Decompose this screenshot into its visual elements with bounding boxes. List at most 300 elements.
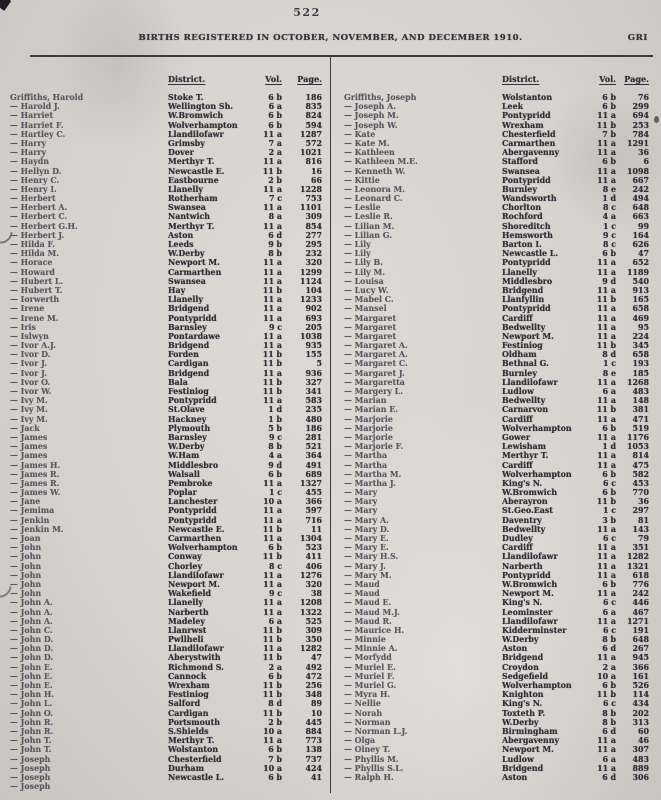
- entry-vol: 6 b: [602, 423, 616, 433]
- entry-district: W.Derby: [502, 717, 539, 727]
- entry-name: — John A.: [10, 598, 53, 608]
- entry-name: — John E.: [10, 671, 53, 681]
- table-row: [344, 93, 649, 102]
- entry-name: — Herbert G.H.: [10, 221, 78, 231]
- entry-district: Forden: [168, 350, 199, 360]
- entry-page: 320: [305, 258, 322, 268]
- table-row: [344, 589, 649, 598]
- entry-name: — Hartley C.: [10, 129, 66, 139]
- entry-name: — John R.: [10, 726, 54, 736]
- entry-district: Festiniog: [168, 690, 209, 700]
- entry-name: — Hilda M.: [10, 249, 59, 259]
- entry-page: 341: [305, 387, 322, 396]
- entry-vol: 6 b: [268, 93, 282, 102]
- entry-name: — Margaret: [344, 313, 397, 323]
- entry-name: — Phyllis M.: [344, 754, 399, 764]
- entry-vol: 6 b: [602, 102, 616, 112]
- entry-page: 155: [305, 350, 322, 360]
- table-row: [344, 479, 649, 488]
- scan-speck-artifact: [654, 116, 659, 123]
- entry-vol: 11 a: [597, 111, 616, 121]
- entry-district: Rotherham: [168, 194, 218, 204]
- entry-vol: 11 b: [262, 350, 282, 360]
- entry-name: — Henry C.: [10, 175, 60, 185]
- entry-district: Abergavenny: [502, 148, 560, 158]
- table-row: [10, 653, 322, 662]
- table-row: [344, 470, 649, 479]
- entry-district: Nantwich: [168, 212, 211, 222]
- entry-name: — John H.: [10, 690, 55, 700]
- table-row: [344, 277, 649, 286]
- entry-district: Leeds: [168, 240, 194, 249]
- table-row: [10, 231, 322, 240]
- header-district: District.: [168, 74, 206, 84]
- entry-vol: 7 b: [268, 754, 282, 764]
- entry-district: Wrexham: [168, 681, 210, 690]
- table-row: [10, 176, 322, 185]
- entry-district: Swansea: [168, 203, 206, 213]
- entry-vol: 11 a: [597, 285, 616, 295]
- entry-name: — James H.: [10, 460, 61, 470]
- entry-page: 1304: [300, 534, 322, 543]
- table-row: [10, 194, 322, 203]
- table-row: [10, 212, 322, 221]
- table-row: [344, 764, 649, 773]
- entry-district: Cardiff: [502, 313, 533, 323]
- entry-name: — Muriel F.: [344, 671, 395, 681]
- entry-vol: 8 b: [268, 249, 282, 259]
- page-number: 522: [293, 6, 321, 19]
- entry-name: — Norman: [344, 717, 391, 727]
- table-row: [344, 562, 649, 571]
- table-row: [10, 635, 322, 644]
- entry-page: 1282: [627, 552, 649, 562]
- table-row: [10, 350, 322, 359]
- entry-district: St.Olave: [168, 405, 205, 415]
- entry-district: Chorley: [168, 561, 203, 571]
- entry-page: 366: [305, 497, 322, 507]
- table-row: [10, 433, 322, 442]
- entry-district: Bridgend: [502, 653, 544, 663]
- entry-page: 138: [305, 745, 322, 755]
- entry-district: Ludlow: [502, 754, 534, 764]
- entry-page: 572: [305, 138, 322, 148]
- entry-name: — Herbert: [10, 194, 56, 204]
- entry-name: — John R.: [10, 717, 54, 727]
- table-row: [10, 148, 322, 157]
- entry-vol: 11 a: [263, 267, 282, 277]
- entry-name: — Maurice H.: [344, 625, 405, 635]
- entry-name: — Maud E.: [344, 598, 392, 608]
- table-row: [344, 442, 649, 451]
- table-row: [344, 130, 649, 139]
- entry-name: — Hubert T.: [10, 285, 63, 295]
- entry-page: 104: [305, 285, 322, 295]
- entry-vol: 11 a: [597, 322, 616, 332]
- entry-district: Pontypridd: [168, 515, 217, 525]
- entry-page: 693: [305, 313, 322, 323]
- entry-vol: 10 a: [263, 763, 282, 773]
- entry-page: [282, 782, 322, 791]
- entry-page: 480: [305, 414, 322, 424]
- entries-column-left: [10, 93, 322, 791]
- entry-name: — Leslie R.: [344, 212, 393, 222]
- entry-page: 1124: [300, 276, 322, 286]
- entry-page: 626: [632, 240, 649, 249]
- entry-vol: 11 b: [262, 625, 282, 635]
- entry-name: — Joseph W.: [344, 120, 398, 130]
- entry-vol: 1 c: [602, 359, 616, 369]
- entry-district: Aberystwith: [168, 653, 221, 663]
- entry-name: — Leslie: [344, 203, 381, 213]
- entry-page: 185: [632, 368, 649, 378]
- entry-vol: 11 a: [597, 570, 616, 580]
- entry-district: Cardiff: [502, 414, 533, 424]
- entry-page: 1276: [300, 570, 322, 580]
- entry-vol: 11 a: [597, 304, 616, 314]
- entry-vol: 8 e: [602, 184, 616, 194]
- entry-vol: 7 b: [602, 129, 616, 139]
- entry-district: Rochford: [502, 212, 543, 222]
- entry-page: 540: [632, 276, 649, 286]
- entry-page: 5: [316, 359, 322, 369]
- entry-district: Newport M.: [168, 579, 220, 589]
- table-row: [10, 525, 322, 534]
- entry-page: 41: [311, 772, 322, 782]
- entry-name: — Phyllis S.L.: [344, 763, 404, 773]
- entry-page: 348: [305, 690, 322, 700]
- entry-vol: 10 a: [263, 497, 282, 507]
- table-row: [344, 516, 649, 525]
- table-row: [344, 194, 649, 203]
- entry-vol: 11 a: [597, 653, 616, 663]
- entry-district: Kidderminster: [502, 625, 567, 635]
- entry-page: 884: [305, 726, 322, 736]
- entry-name: — John E.: [10, 681, 53, 690]
- entry-vol: 11 a: [263, 478, 282, 488]
- entry-vol: 8 b: [268, 442, 282, 452]
- table-row: [344, 157, 649, 166]
- table-row: [344, 433, 649, 442]
- table-row: [344, 736, 649, 745]
- table-row: [344, 268, 649, 277]
- table-row: [10, 580, 322, 589]
- entry-vol: 2 a: [268, 662, 282, 672]
- entry-district: Bridgend: [168, 368, 210, 378]
- entry-page: 267: [632, 644, 649, 654]
- entry-page: 406: [305, 561, 322, 571]
- table-row: [344, 378, 649, 387]
- entry-name: — Norah: [344, 708, 383, 718]
- entry-district: Bedwellty: [502, 524, 546, 534]
- entry-name: — Hilda F.: [10, 240, 56, 249]
- entry-district: Llandilofawr: [502, 377, 558, 387]
- entry-vol: 1 c: [268, 488, 282, 498]
- entry-vol: 11 a: [263, 570, 282, 580]
- table-row: [344, 231, 649, 240]
- entry-page: 770: [632, 488, 649, 498]
- entry-page: 186: [305, 93, 322, 102]
- entry-page: 483: [632, 387, 649, 396]
- entry-page: 1291: [627, 138, 649, 148]
- entry-district: Knighton: [502, 690, 544, 700]
- entry-page: 652: [632, 258, 649, 268]
- table-row: [344, 451, 649, 460]
- table-row: [10, 488, 322, 497]
- entry-name: — Ivor D.: [10, 350, 51, 360]
- entry-name: — John T.: [10, 736, 52, 746]
- table-row: [10, 240, 322, 249]
- entry-vol: 11 a: [263, 313, 282, 323]
- entry-district: King's N.: [502, 478, 543, 488]
- entry-vol: 2 b: [268, 175, 282, 185]
- entry-page: 936: [305, 368, 322, 378]
- table-row: [10, 258, 322, 267]
- entry-district: Pontypridd: [168, 506, 217, 516]
- table-row: [344, 249, 649, 258]
- entry-page: 1282: [300, 644, 322, 654]
- entry-name: — Margaret: [344, 322, 397, 332]
- table-row: [344, 176, 649, 185]
- entry-page: 902: [305, 304, 322, 314]
- entry-page: 1321: [627, 561, 649, 571]
- table-row: [344, 525, 649, 534]
- entry-district: Plymouth: [168, 423, 211, 433]
- entry-district: Pontypridd: [502, 111, 551, 121]
- entry-vol: 11 b: [262, 653, 282, 663]
- entry-district: Llanelly: [168, 184, 203, 194]
- entry-district: Bedwellty: [502, 396, 546, 406]
- entry-name: — Mary M.: [344, 570, 392, 580]
- entry-vol: 11 a: [597, 166, 616, 176]
- entry-district: Newport M.: [502, 745, 554, 755]
- entry-name: — James: [10, 432, 48, 442]
- entry-vol: 7 c: [268, 194, 282, 204]
- entry-vol: 11 a: [597, 616, 616, 626]
- entry-name: — Mary H.S.: [344, 552, 399, 562]
- entry-vol: 11 a: [597, 552, 616, 562]
- entry-district: Chesterfield: [168, 754, 222, 764]
- header-rule: [30, 55, 653, 57]
- table-row: [344, 709, 649, 718]
- entry-vol: 8 e: [602, 368, 616, 378]
- entry-vol: 11 a: [263, 607, 282, 617]
- table-row: [344, 552, 649, 561]
- entry-district: Dover: [168, 148, 194, 158]
- entry-page: 6: [643, 157, 649, 167]
- entry-district: W.Ham: [168, 451, 200, 461]
- entry-page: 16: [311, 166, 322, 176]
- entry-name: — James W.: [10, 488, 61, 498]
- entry-name: — Jenkin: [10, 515, 50, 525]
- entry-page: 716: [305, 515, 322, 525]
- header-vol: Vol.: [599, 74, 616, 84]
- entry-vol: 11 b: [262, 635, 282, 645]
- table-row: [10, 782, 322, 791]
- entry-page: 307: [632, 745, 649, 755]
- entry-district: [168, 782, 256, 791]
- entry-name: — Muriel E.: [344, 662, 396, 672]
- entry-district: Lewisham: [502, 442, 546, 452]
- entry-page: 594: [305, 120, 322, 130]
- entry-page: 424: [305, 763, 322, 773]
- entry-vol: 11 a: [597, 745, 616, 755]
- entry-district: Bala: [168, 377, 188, 387]
- column-divider: [330, 56, 331, 793]
- entry-district: Chorlton: [502, 203, 542, 213]
- table-row: [10, 727, 322, 736]
- table-row: [344, 222, 649, 231]
- entry-page: 471: [632, 414, 649, 424]
- table-row: [344, 323, 649, 332]
- entry-district: Narberth: [502, 561, 543, 571]
- entry-district: Narberth: [168, 607, 209, 617]
- entry-vol: 11 b: [262, 524, 282, 534]
- entry-vol: 8 c: [268, 561, 282, 571]
- table-row: [344, 424, 649, 433]
- table-row: [10, 405, 322, 414]
- table-row: [344, 139, 649, 148]
- entry-page: 235: [305, 405, 322, 415]
- header-vol: Vol.: [265, 74, 282, 84]
- entry-page: 526: [632, 681, 649, 690]
- table-row: [344, 663, 649, 672]
- entry-page: 186: [305, 423, 322, 433]
- table-row: [10, 672, 322, 681]
- entry-name: — Kate: [344, 129, 376, 139]
- entry-name: — Mary: [344, 488, 378, 498]
- entry-vol: 8 c: [602, 240, 616, 249]
- entry-district: Merthyr T.: [502, 451, 549, 461]
- entry-name: — Olney T.: [344, 745, 391, 755]
- entry-district: Merthyr T.: [168, 157, 215, 167]
- entry-vol: 11 a: [263, 506, 282, 516]
- entry-vol: 11 a: [263, 341, 282, 351]
- entry-name: — Harriet F.: [10, 120, 64, 130]
- entry-name: — Ivy M.: [10, 396, 48, 406]
- entry-name: — Islwyn: [10, 331, 49, 341]
- entry-page: 320: [305, 579, 322, 589]
- entry-vol: 11 a: [597, 313, 616, 323]
- table-row: [10, 121, 322, 130]
- entry-name: — Joseph M.: [344, 111, 399, 121]
- entry-district: Carmarthen: [502, 138, 556, 148]
- table-row: [10, 497, 322, 506]
- entry-page: 299: [632, 102, 649, 112]
- entry-page: 76: [638, 93, 649, 102]
- entry-vol: 11 a: [263, 129, 282, 139]
- entry-name: — Jenkin M.: [10, 524, 64, 534]
- entry-vol: 9 d: [602, 276, 616, 286]
- entry-vol: 9 c: [268, 432, 282, 442]
- entry-vol: 9 b: [268, 240, 282, 249]
- entry-name: — John: [10, 589, 42, 599]
- table-row: [344, 185, 649, 194]
- table-row: [10, 543, 322, 552]
- entry-district: Llandilofawr: [502, 552, 558, 562]
- entry-district: Llanelly: [168, 295, 203, 305]
- entry-name: Griffiths, Joseph: [344, 93, 417, 102]
- entry-page: 814: [632, 451, 649, 461]
- entry-name: — James: [10, 451, 48, 461]
- entry-district: Newcastle L.: [502, 249, 559, 259]
- entry-page: 1228: [300, 184, 322, 194]
- entry-district: Llanfyllin: [502, 295, 545, 305]
- entry-vol: 11 a: [263, 368, 282, 378]
- entry-page: 582: [632, 469, 649, 479]
- entry-page: 191: [632, 625, 649, 635]
- table-row: [10, 111, 322, 120]
- entry-district: Wandsworth: [502, 194, 557, 204]
- entry-page: 689: [305, 469, 322, 479]
- entry-page: 81: [638, 515, 649, 525]
- entry-page: 47: [311, 653, 322, 663]
- entry-page: 523: [305, 543, 322, 553]
- entry-vol: 11 a: [263, 331, 282, 341]
- entry-vol: 10 a: [597, 671, 616, 681]
- entry-vol: 6 a: [602, 754, 616, 764]
- entry-name: — John D.: [10, 635, 54, 645]
- entry-name: — Joan: [10, 534, 41, 543]
- entry-vol: 11 a: [263, 396, 282, 406]
- entry-district: Wellington Sh.: [168, 102, 234, 112]
- entry-vol: 8 b: [602, 635, 616, 645]
- table-row: [10, 516, 322, 525]
- entry-district: Middlesbro: [168, 460, 219, 470]
- entry-page: 224: [632, 331, 649, 341]
- entry-page: 164: [632, 230, 649, 240]
- table-row: [344, 626, 649, 635]
- entry-name: — Marian E.: [344, 405, 398, 415]
- table-row: [10, 222, 322, 231]
- table-row: [10, 286, 322, 295]
- entry-page: 525: [305, 616, 322, 626]
- table-row: [344, 341, 649, 350]
- entry-name: — Martha J.: [344, 478, 396, 488]
- entry-vol: 11 a: [597, 763, 616, 773]
- entry-name: — Ivor J.: [10, 359, 47, 369]
- entry-district: Newport M.: [502, 331, 554, 341]
- entry-name: — Ivor O.: [10, 377, 51, 387]
- entry-district: Pontypridd: [502, 304, 551, 314]
- entry-vol: 11 b: [262, 285, 282, 295]
- table-row: [10, 699, 322, 708]
- entry-district: Madeley: [168, 616, 205, 626]
- table-row: [10, 396, 322, 405]
- entry-name: — Marjorie: [344, 414, 393, 424]
- entry-district: Aston: [502, 644, 528, 654]
- table-row: [344, 506, 649, 515]
- entry-name: — John L.: [10, 699, 53, 709]
- entry-name: — Ivor J.: [10, 368, 47, 378]
- entry-name: — John C.: [10, 625, 53, 635]
- table-row: [344, 543, 649, 552]
- table-row: [344, 644, 649, 653]
- entry-name: — Mary: [344, 497, 378, 507]
- entry-district: Merthyr T.: [168, 736, 215, 746]
- entry-vol: 11 a: [263, 276, 282, 286]
- entry-vol: 6 b: [268, 772, 282, 782]
- entry-page: 446: [632, 598, 649, 608]
- table-row: [10, 268, 322, 277]
- entry-vol: 11 a: [597, 377, 616, 387]
- entry-district: Wakefield: [168, 589, 212, 599]
- entry-vol: 6 b: [268, 543, 282, 553]
- entry-vol: 6 a: [268, 616, 282, 626]
- column-headers-right: [344, 74, 649, 84]
- entry-page: 1233: [300, 295, 322, 305]
- header-page: Page.: [297, 74, 322, 84]
